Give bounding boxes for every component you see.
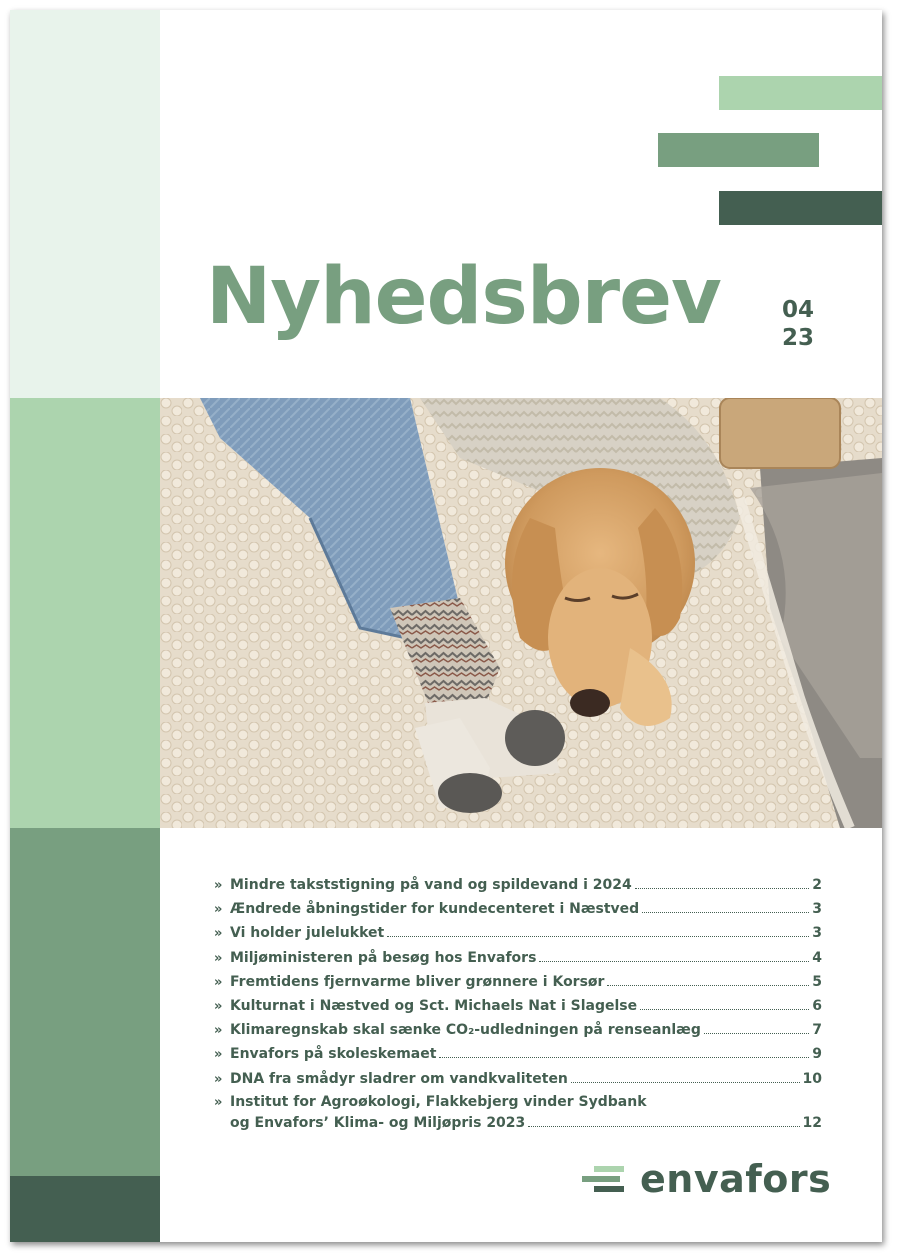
toc-item-page: 9: [812, 1046, 822, 1063]
toc-bullet-icon: »: [214, 878, 223, 893]
toc-item-title: Vi holder julelukket: [230, 925, 385, 942]
toc-item[interactable]: [214, 946, 822, 970]
toc-leader: [635, 888, 809, 889]
toc-item[interactable]: [214, 921, 822, 945]
toc-item-title: Kulturnat i Næstved og Sct. Michaels Nat i Slagelse: [230, 997, 638, 1014]
sidebar-block-sage: [10, 828, 160, 1176]
decor-stripe-middle: [658, 133, 819, 167]
toc-item-page: 12: [802, 1114, 822, 1131]
toc-leader: [539, 961, 809, 962]
toc-bullet-icon: »: [214, 926, 223, 942]
toc-item-title: Fremtidens fjernvarme bliver grønnere i Korsør: [230, 973, 605, 990]
toc-item-page: 5: [812, 973, 822, 990]
toc-leader: [528, 1126, 799, 1127]
decor-stripe-bottom: [719, 191, 882, 225]
toc-bullet-icon: »: [214, 1071, 223, 1087]
toc-leader: [607, 985, 809, 986]
envafors-logo: [582, 1157, 832, 1201]
logo-wordmark: envafors: [640, 1157, 832, 1201]
issue-year: 23: [782, 325, 815, 351]
toc-item-title-cont: og Envafors’ Klima- og Miljøpris 2023: [230, 1114, 526, 1131]
toc-item-title: Envafors på skoleskemaet: [230, 1046, 437, 1063]
masthead-title: Nyhedsbrev: [206, 252, 721, 342]
toc-item-title: Institut for Agroøkologi, Flakkebjerg vinder Sydbank: [230, 1093, 647, 1110]
sidebar-block-light: [10, 10, 160, 398]
sidebar-block-forest: [10, 1176, 160, 1242]
toc-item-page: 2: [812, 877, 822, 893]
toc-item[interactable]: [214, 1091, 822, 1137]
toc-item-page: 10: [802, 1070, 822, 1087]
toc-bullet-icon: »: [214, 950, 223, 966]
toc-leader: [571, 1082, 800, 1083]
toc-item-title: Miljøministeren på besøg hos Envafors: [230, 949, 537, 966]
toc-item-page: 3: [812, 901, 822, 918]
toc-item[interactable]: [214, 994, 822, 1018]
table-of-contents: [214, 873, 822, 1137]
toc-item[interactable]: [214, 897, 822, 921]
toc-bullet-icon: »: [214, 1094, 223, 1110]
toc-item[interactable]: [214, 1018, 822, 1042]
toc-bullet-icon: »: [214, 902, 223, 918]
toc-item[interactable]: [214, 1042, 822, 1066]
cover-photo: [160, 398, 882, 828]
toc-bullet-icon: »: [214, 1047, 223, 1063]
toc-item-title: Ændrede åbningstider for kundecenteret i Næstved: [230, 901, 640, 918]
toc-bullet-icon: »: [214, 974, 223, 990]
toc-item[interactable]: [214, 1067, 822, 1091]
toc-bullet-icon: »: [214, 998, 223, 1014]
toc-item-page: 7: [812, 1022, 822, 1039]
envafors-logo-mark-icon: [582, 1164, 626, 1194]
toc-item-page: 3: [812, 925, 822, 942]
toc-leader: [704, 1033, 809, 1034]
issue-number: 04: [782, 297, 815, 323]
toc-leader: [642, 912, 809, 913]
newsletter-cover: [10, 10, 882, 1242]
toc-leader: [387, 936, 809, 937]
toc-item[interactable]: [214, 970, 822, 994]
toc-bullet-icon: »: [214, 1023, 223, 1039]
toc-item-title: Mindre takststigning på vand og spildevand i 2024: [230, 877, 632, 893]
toc-leader: [640, 1009, 809, 1010]
decor-stripe-top: [719, 76, 882, 110]
toc-item[interactable]: [214, 873, 822, 897]
issue-label: [782, 296, 814, 352]
toc-item-page: 4: [812, 949, 822, 966]
toc-leader: [439, 1057, 809, 1058]
toc-item-title: DNA fra smådyr sladrer om vandkvaliteten: [230, 1070, 568, 1087]
sidebar-block-mint: [10, 398, 160, 828]
toc-item-title: Klimaregnskab skal sænke CO₂-udledningen på renseanlæg: [230, 1022, 701, 1039]
cover-photo-icon: [160, 398, 882, 828]
toc-item-page: 6: [812, 997, 822, 1014]
